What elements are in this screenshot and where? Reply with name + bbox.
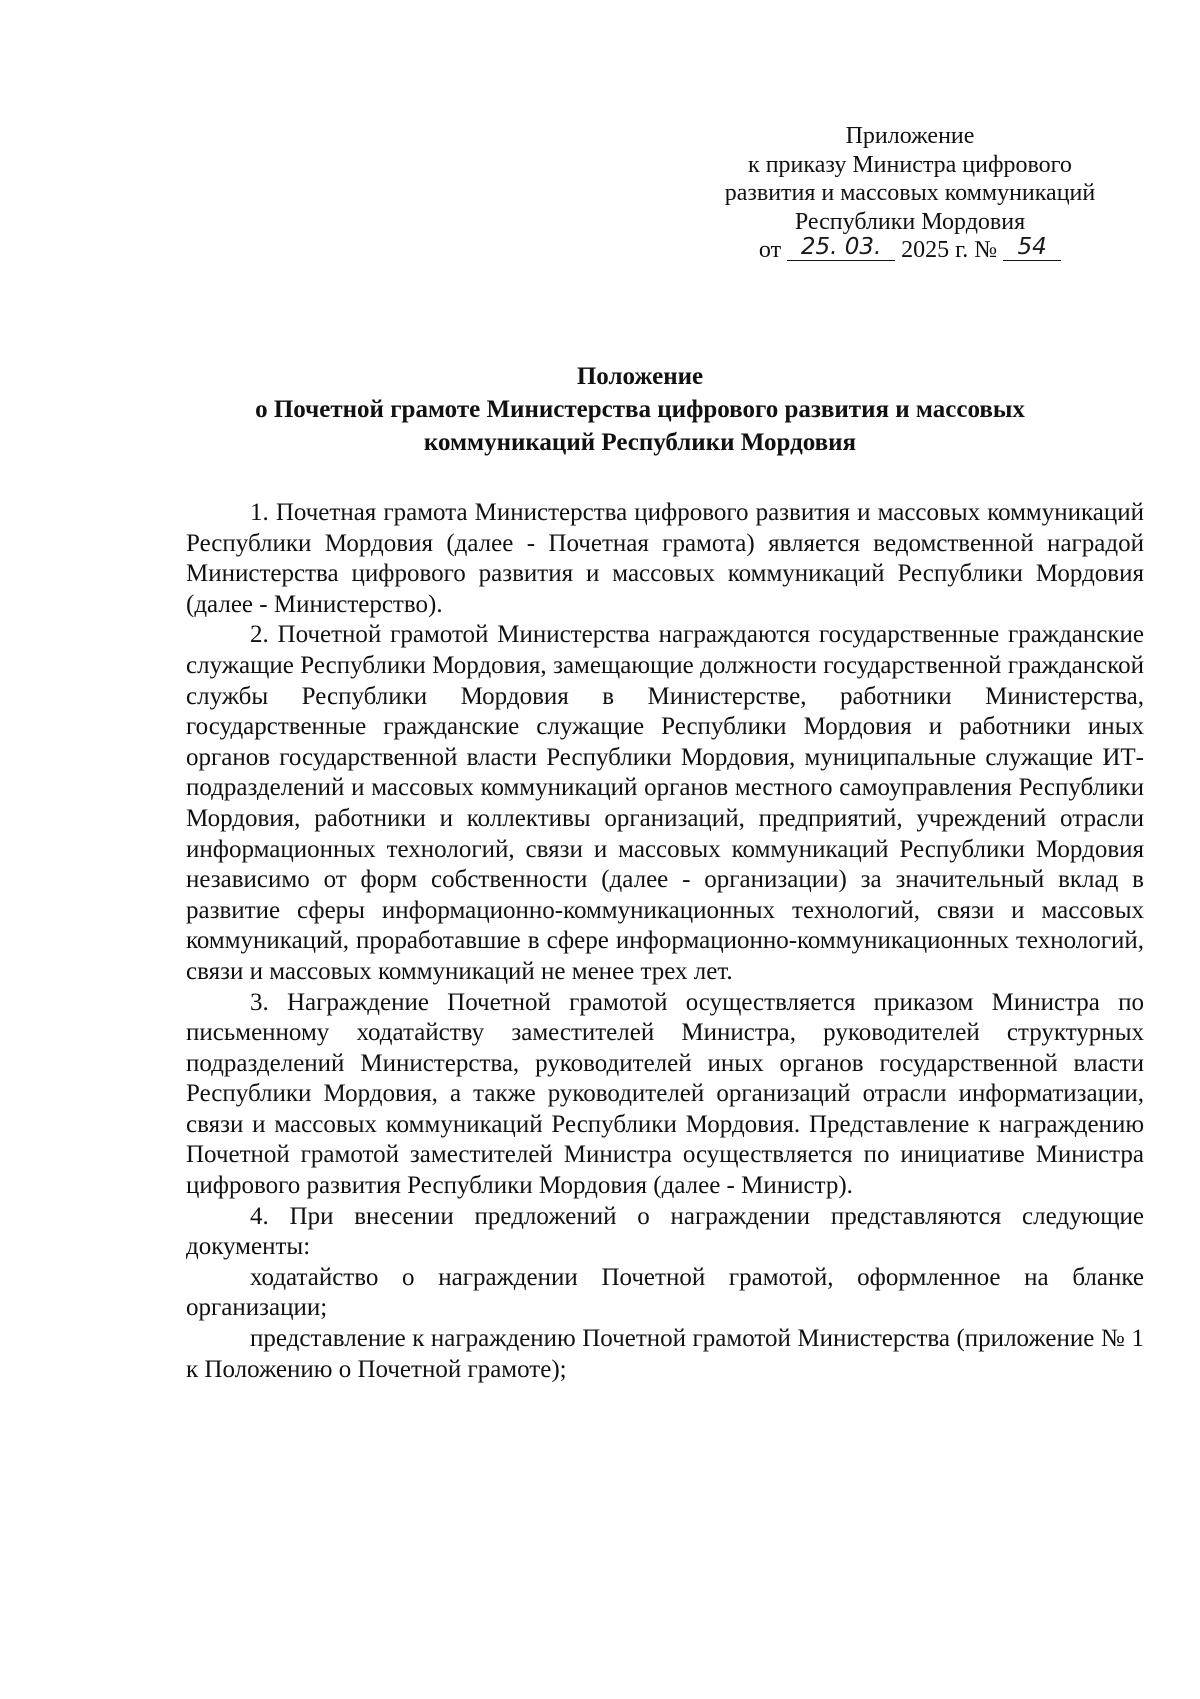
- appendix-ministry: развития и массовых коммуникаций: [724, 180, 1096, 206]
- date-field: [787, 236, 895, 261]
- appendix-order-ref: к приказу Министра цифрового: [748, 151, 1072, 178]
- number-field: [1003, 236, 1061, 261]
- title-line-1: Положение: [576, 363, 704, 390]
- order-date-number-line: [700, 236, 1120, 265]
- paragraph-4: 4. При внесении предложений о награждении представляются следующие документы:: [186, 1202, 1144, 1261]
- appendix-header: [700, 122, 1120, 265]
- title-line-2: о Почетной грамоте Министерства цифрового развития и массовых: [255, 396, 1025, 423]
- title-line-3: коммуникаций Республики Мордовия: [423, 429, 857, 456]
- order-year: 2025 г. №: [901, 237, 998, 263]
- document-item-submission: представление к награждению Почетной грамотой Министерства (приложение № 1 к Положению о Почетной грамоте);: [186, 1325, 1144, 1383]
- paragraph-2: 2. Почетной грамотой Министерства награждаются государственные гражданские служащие Республики Мордовия, замещающие должности государственной гражданской службы Республики Мордовия в Министерстве, работники Министерства, государственные гражданские служащие Республики Мордовия и работники иных органов государственной власти Республики Мордовия, муниципальные служащие ИТ-подразделений и массовых коммуникаций органов местного самоуправления Республики Мордовия, работники и коллективы организаций, предприятий, учреждений отрасли информационных технологий, связи и массовых коммуникаций Республики Мордовия независимо от форм собственности (далее - организации) за значительный вклад в развитие сферы информационно-коммуникационных технологий, связи и массовых коммуникаций, проработавшие в сфере информационно-коммуникационных технологий, связи и массовых коммуникаций не менее трех лет.: [186, 621, 1144, 985]
- document-body: [186, 498, 1144, 1385]
- date-prefix: от: [758, 237, 782, 263]
- paragraph-3: 3. Награждение Почетной грамотой осуществляется приказом Министра по письменному ходатайству заместителей Министра, руководителей структурных подразделений Министерства, руководителей иных органов государственной власти Республики Мордовия, а также руководителей организаций отрасли информатизации, связи и массовых коммуникаций Республики Мордовия. Представление к награждению Почетной грамотой заместителей Министра осуществляется по инициативе Министра цифрового развития Республики Мордовия (далее - Министр).: [186, 988, 1144, 1200]
- appendix-label: Приложение: [845, 123, 975, 149]
- appendix-region: Республики Мордовия: [794, 208, 1026, 235]
- handwritten-date: 25. 03.: [800, 234, 882, 260]
- document-title: [200, 360, 1080, 459]
- paragraph-1: 1. Почетная грамота Министерства цифрового развития и массовых коммуникаций Республики Мордовия (далее - Почетная грамота) является ведомственной наградой Министерства цифрового развития и массовых коммуникаций Республики Мордовия (далее - Министерство).: [186, 499, 1144, 618]
- handwritten-number: 54: [1017, 234, 1047, 260]
- document-item-petition: ходатайство о награждении Почетной грамотой, оформленное на бланке организации;: [186, 1263, 1144, 1322]
